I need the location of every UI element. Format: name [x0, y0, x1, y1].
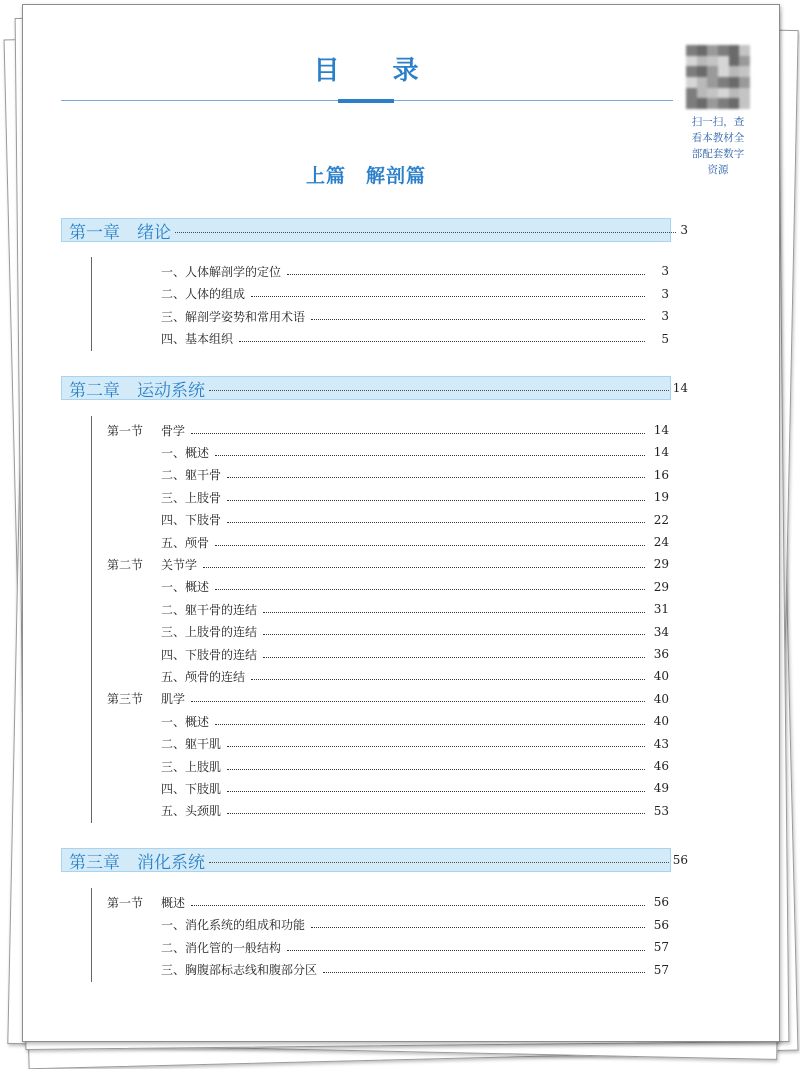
qr-module	[686, 66, 697, 77]
toc-entry[interactable]	[107, 937, 669, 957]
entry-page-number: 53	[653, 803, 669, 818]
chapter-page-number: 56	[672, 853, 688, 867]
dot-leader	[287, 274, 645, 275]
entry-title: 二、消化管的一般结构	[161, 940, 282, 955]
qr-module	[729, 77, 740, 88]
entry-page-number: 24	[653, 535, 669, 549]
dot-leader	[263, 612, 645, 613]
chapter-title: 第三章 消化系统	[69, 852, 205, 873]
qr-module	[718, 66, 729, 77]
qr-caption-line: 看本教材全	[691, 132, 745, 144]
entry-page-number: 31	[653, 602, 669, 617]
entry-page-number: 40	[653, 714, 669, 729]
toc-entry[interactable]	[107, 960, 669, 980]
dot-leader	[227, 477, 645, 478]
toc-entry[interactable]	[107, 510, 669, 530]
section-number: 第一节	[107, 895, 144, 910]
dot-leader	[251, 296, 645, 297]
entry-title: 概述	[161, 895, 186, 910]
entry-page-number: 43	[653, 736, 669, 751]
entry-page-number: 3	[661, 264, 669, 278]
qr-module	[739, 88, 750, 99]
chapter-page-number: 14	[672, 381, 688, 395]
dot-leader	[227, 769, 645, 770]
dot-leader	[227, 813, 645, 814]
toc-entry[interactable]	[107, 644, 669, 664]
toc-entry[interactable]	[107, 577, 669, 597]
qr-module	[707, 45, 718, 56]
entry-page-number: 57	[653, 962, 669, 977]
dot-leader	[215, 455, 645, 456]
entry-title: 四、下肢骨的连结	[161, 647, 258, 662]
chapter-page-number: 3	[680, 223, 688, 237]
entry-page-number: 14	[653, 445, 669, 460]
part-title: 上篇 解剖篇	[305, 165, 426, 187]
qr-caption-line: 资源	[707, 164, 729, 176]
entry-title: 一、消化系统的组成和功能	[161, 918, 306, 932]
chapter-vertical-rule	[91, 416, 92, 823]
chapter-title: 第一章 绪论	[69, 222, 171, 243]
entry-page-number: 5	[661, 331, 669, 346]
qr-module	[729, 56, 740, 67]
qr-module	[729, 98, 740, 109]
qr-module	[739, 98, 750, 109]
qr-module	[718, 56, 729, 67]
entry-title: 骨学	[161, 423, 186, 438]
dot-leader	[215, 724, 645, 725]
qr-module	[729, 66, 740, 77]
qr-module	[718, 45, 729, 56]
qr-module	[718, 88, 729, 99]
toc-entry[interactable]	[107, 599, 669, 619]
qr-module	[707, 56, 718, 67]
entry-page-number: 19	[653, 490, 669, 505]
dot-leader	[209, 390, 669, 391]
entry-page-number: 49	[653, 781, 669, 796]
qr-module	[686, 56, 697, 67]
entry-title: 一、人体解剖学的定位	[161, 264, 282, 279]
qr-module	[718, 77, 729, 88]
qr-module	[739, 45, 750, 56]
entry-title: 五、颅骨的连结	[161, 669, 246, 684]
qr-module	[697, 77, 708, 88]
entry-page-number: 3	[661, 286, 669, 301]
entry-title: 一、概述	[161, 445, 210, 460]
entry-page-number: 3	[661, 309, 669, 323]
qr-module	[707, 77, 718, 88]
dot-leader	[215, 545, 645, 546]
toc-entry[interactable]	[107, 487, 669, 507]
chapter-heading[interactable]	[61, 376, 688, 401]
chapter-vertical-rule	[91, 257, 92, 351]
dot-leader	[239, 341, 645, 342]
dot-leader	[227, 500, 645, 501]
qr-module	[707, 98, 718, 109]
entry-title: 二、躯干肌	[161, 737, 222, 752]
toc-entry[interactable]	[107, 284, 669, 304]
dot-leader	[251, 679, 645, 680]
qr-module	[739, 56, 750, 67]
chapter-heading[interactable]	[61, 218, 688, 243]
qr-module	[697, 98, 708, 109]
chapter-title: 第二章 运动系统	[69, 380, 205, 401]
entry-title: 二、人体的组成	[161, 287, 246, 301]
toc-entry[interactable]	[107, 778, 669, 798]
qr-module	[707, 88, 718, 99]
entry-title: 四、基本组织	[161, 332, 234, 346]
dot-leader	[191, 905, 645, 906]
toc-entry[interactable]	[107, 801, 669, 821]
qr-module	[697, 66, 708, 77]
qr-module	[729, 45, 740, 56]
toc-section-entry[interactable]	[107, 892, 669, 912]
entry-page-number: 40	[653, 691, 669, 706]
dot-leader	[203, 567, 645, 568]
toc-page	[22, 4, 780, 1042]
section-number: 第二节	[107, 557, 144, 572]
toc-section-entry[interactable]	[107, 554, 669, 574]
entry-page-number: 14	[653, 423, 669, 437]
entry-title: 关节学	[161, 557, 198, 572]
title-rule-accent	[338, 99, 394, 103]
qr-module	[686, 88, 697, 99]
toc-entry[interactable]	[107, 756, 669, 776]
entry-title: 五、头颈肌	[161, 804, 222, 819]
entry-title: 三、上肢肌	[161, 759, 222, 774]
toc-entry[interactable]	[107, 329, 669, 349]
qr-module	[686, 77, 697, 88]
toc-entry[interactable]	[107, 465, 669, 485]
dot-leader	[175, 232, 676, 233]
entry-page-number: 57	[653, 940, 669, 954]
page-title: 目 录	[313, 56, 441, 86]
toc-section-entry[interactable]	[107, 689, 669, 709]
dot-leader	[227, 746, 645, 747]
entry-title: 肌学	[161, 692, 186, 707]
entry-page-number: 40	[653, 669, 669, 684]
chapter-heading[interactable]	[61, 848, 688, 873]
entry-title: 一、概述	[161, 714, 210, 729]
section-number: 第三节	[107, 692, 144, 707]
qr-caption-line: 部配套数字	[691, 148, 745, 160]
entry-page-number: 16	[653, 467, 669, 482]
qr-code-icon[interactable]	[686, 45, 750, 109]
entry-page-number: 56	[653, 895, 669, 909]
entry-page-number: 29	[653, 557, 669, 572]
entry-title: 一、概述	[161, 580, 210, 595]
entry-page-number: 36	[653, 647, 669, 661]
entry-title: 四、下肢肌	[161, 781, 222, 796]
toc-entry[interactable]	[107, 734, 669, 754]
qr-module	[707, 66, 718, 77]
toc-entry[interactable]	[107, 442, 669, 462]
dot-leader	[263, 657, 645, 658]
dot-leader	[311, 319, 645, 320]
entry-title: 二、躯干骨的连结	[161, 602, 258, 617]
qr-module	[739, 77, 750, 88]
dot-leader	[311, 927, 645, 928]
entry-title: 三、上肢骨的连结	[161, 625, 258, 640]
toc-entry[interactable]	[107, 666, 669, 686]
entry-title: 五、颅骨	[161, 535, 210, 550]
dot-leader	[263, 634, 645, 635]
dot-leader	[287, 950, 645, 951]
toc-entry[interactable]	[107, 622, 669, 642]
dot-leader	[227, 791, 645, 792]
qr-code-block	[683, 45, 753, 178]
toc-entry[interactable]	[107, 261, 669, 281]
entry-title: 三、上肢骨	[161, 490, 222, 505]
entry-page-number: 29	[653, 579, 669, 594]
qr-caption-line: 扫一扫，查	[691, 116, 745, 128]
toc-section-entry[interactable]	[107, 420, 669, 440]
toc-entry[interactable]	[107, 532, 669, 552]
section-number: 第一节	[107, 423, 144, 438]
entry-page-number: 56	[653, 917, 669, 932]
qr-module	[697, 45, 708, 56]
entry-title: 三、胸腹部标志线和腹部分区	[161, 963, 318, 977]
qr-module	[697, 56, 708, 67]
chapter-vertical-rule	[91, 888, 92, 982]
entry-title: 三、解剖学姿势和常用术语	[161, 309, 306, 324]
toc-entry[interactable]	[107, 915, 669, 935]
dot-leader	[323, 972, 645, 973]
entry-title: 四、下肢骨	[161, 513, 222, 528]
qr-module	[686, 98, 697, 109]
qr-module	[697, 88, 708, 99]
entry-page-number: 34	[653, 624, 669, 639]
entry-title: 二、躯干骨	[161, 468, 222, 483]
dot-leader	[215, 589, 645, 590]
qr-module	[718, 98, 729, 109]
qr-module	[729, 88, 740, 99]
dot-leader	[191, 433, 645, 434]
qr-module	[739, 66, 750, 77]
entry-page-number: 46	[653, 759, 669, 773]
toc-entry[interactable]	[107, 711, 669, 731]
toc-entry[interactable]	[107, 306, 669, 326]
dot-leader	[209, 862, 669, 863]
entry-page-number: 22	[653, 512, 669, 527]
dot-leader	[227, 522, 645, 523]
dot-leader	[191, 701, 645, 702]
qr-module	[686, 45, 697, 56]
